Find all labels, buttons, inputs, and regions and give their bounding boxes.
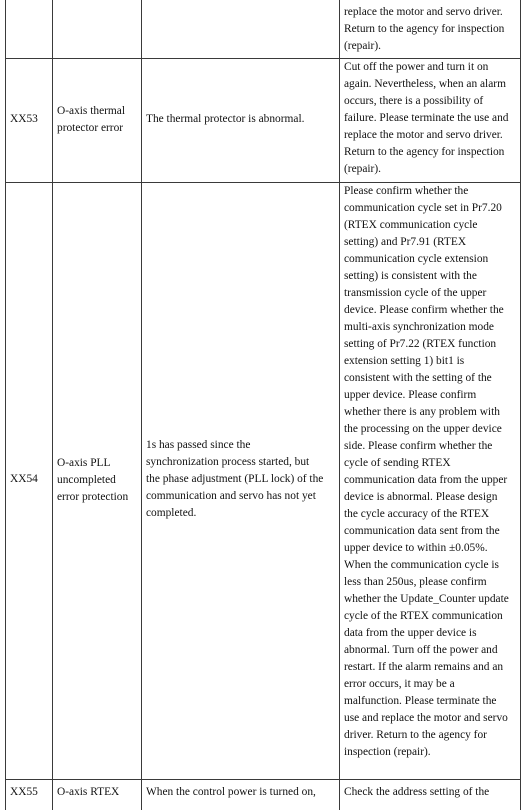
measures-line: device. Please confirm whether the — [344, 304, 504, 316]
measures-line: use and replace the motor and servo — [344, 712, 508, 724]
table-border-left — [5, 0, 6, 810]
measures-line: inspection (repair). — [344, 746, 431, 758]
alarm-code: XX53 — [10, 113, 38, 125]
alarm-name-cell — [57, 455, 128, 506]
cause-cell — [146, 784, 316, 801]
measures-line: again. Nevertheless, when an alarm — [344, 78, 506, 90]
alarm-name-line: O-axis PLL — [57, 457, 111, 469]
measures-line: driver. Return to the agency for — [344, 729, 487, 741]
measures-line: whether there is any problem with — [344, 406, 500, 418]
measures-cell — [344, 4, 504, 55]
measures-line: data from the upper device is — [344, 627, 477, 639]
measures-line: Check the address setting of the — [344, 786, 490, 798]
cause-line: The thermal protector is abnormal. — [146, 113, 305, 125]
measures-line: replace the motor and servo driver. — [344, 6, 503, 18]
measures-line: communication data from the upper — [344, 474, 508, 486]
measures-line: error occurs, it may be a — [344, 678, 455, 690]
cause-cell — [146, 111, 304, 128]
alarm-name-line: O-axis RTEX — [57, 786, 120, 798]
measures-line: the cycle accuracy of the RTEX — [344, 508, 490, 520]
measures-line: restart. If the alarm remains and an — [344, 661, 504, 673]
cause-line: completed. — [146, 507, 197, 519]
measures-line: cycle of the RTEX communication — [344, 610, 503, 622]
measures-line: multi-axis synchronization mode — [344, 321, 494, 333]
measures-line: (RTEX communication cycle — [344, 219, 478, 231]
alarm-code: XX55 — [10, 786, 38, 798]
measures-line: extension setting 1) bit1 is — [344, 355, 465, 367]
measures-line: Return to the agency for inspection — [344, 23, 505, 35]
column-divider — [339, 0, 340, 810]
cause-line: When the control power is turned on, — [146, 786, 316, 798]
alarm-name-cell — [57, 784, 119, 801]
measures-line: failure. Please terminate the use and — [344, 112, 509, 124]
cause-cell — [146, 437, 323, 522]
measures-line: (repair). — [344, 163, 381, 175]
measures-line: When the communication cycle is — [344, 559, 499, 571]
column-divider — [52, 0, 53, 810]
measures-line: communication cycle extension — [344, 253, 489, 265]
measures-line: cycle of sending RTEX — [344, 457, 451, 469]
alarm-name-line: uncompleted — [57, 474, 116, 486]
measures-line: Please confirm whether the — [344, 185, 469, 197]
measures-line: transmission cycle of the upper — [344, 287, 487, 299]
cause-line: synchronization process started, but — [146, 456, 310, 468]
cause-line: communication and servo has not yet — [146, 490, 316, 502]
alarm-name-line: O-axis thermal — [57, 105, 126, 117]
measures-line: (repair). — [344, 40, 381, 52]
row-divider — [5, 779, 521, 780]
measures-cell — [344, 59, 508, 178]
table-border-right — [520, 0, 521, 810]
cause-line: 1s has passed since the — [146, 439, 251, 451]
measures-line: upper device. Please confirm — [344, 389, 477, 401]
measures-line: the processing on the upper device — [344, 423, 502, 435]
alarm-name-cell — [57, 103, 125, 137]
alarm-table — [5, 0, 521, 810]
measures-line: Return to the agency for inspection — [344, 146, 505, 158]
measures-line: setting of Pr7.22 (RTEX function — [344, 338, 497, 350]
measures-line: whether the Update_Counter update — [344, 593, 509, 605]
measures-line: device is abnormal. Please design — [344, 491, 498, 503]
measures-line: side. Please confirm whether the — [344, 440, 493, 452]
measures-line: replace the motor and servo driver. — [344, 129, 503, 141]
cause-line: the phase adjustment (PLL lock) of the — [146, 473, 324, 485]
measures-line: upper device to within ±0.05%. — [344, 542, 488, 554]
measures-line: abnormal. Turn off the power and — [344, 644, 498, 656]
measures-line: malfunction. Please terminate the — [344, 695, 497, 707]
measures-line: occurs, there is a possibility of — [344, 95, 484, 107]
alarm-name-line: protector error — [57, 122, 124, 134]
alarm-name-line: error protection — [57, 491, 129, 503]
measures-line: consistent with the setting of the — [344, 372, 492, 384]
measures-line: communication data sent from the — [344, 525, 500, 537]
measures-line: setting) and Pr7.91 (RTEX — [344, 236, 467, 248]
measures-cell — [344, 784, 489, 801]
measures-line: less than 250us, please confirm — [344, 576, 487, 588]
measures-line: Cut off the power and turn it on — [344, 61, 489, 73]
alarm-code: XX54 — [10, 473, 38, 485]
measures-line: setting) is consistent with the — [344, 270, 477, 282]
measures-cell — [344, 183, 509, 761]
measures-line: communication cycle set in Pr7.20 — [344, 202, 502, 214]
column-divider — [141, 0, 142, 810]
